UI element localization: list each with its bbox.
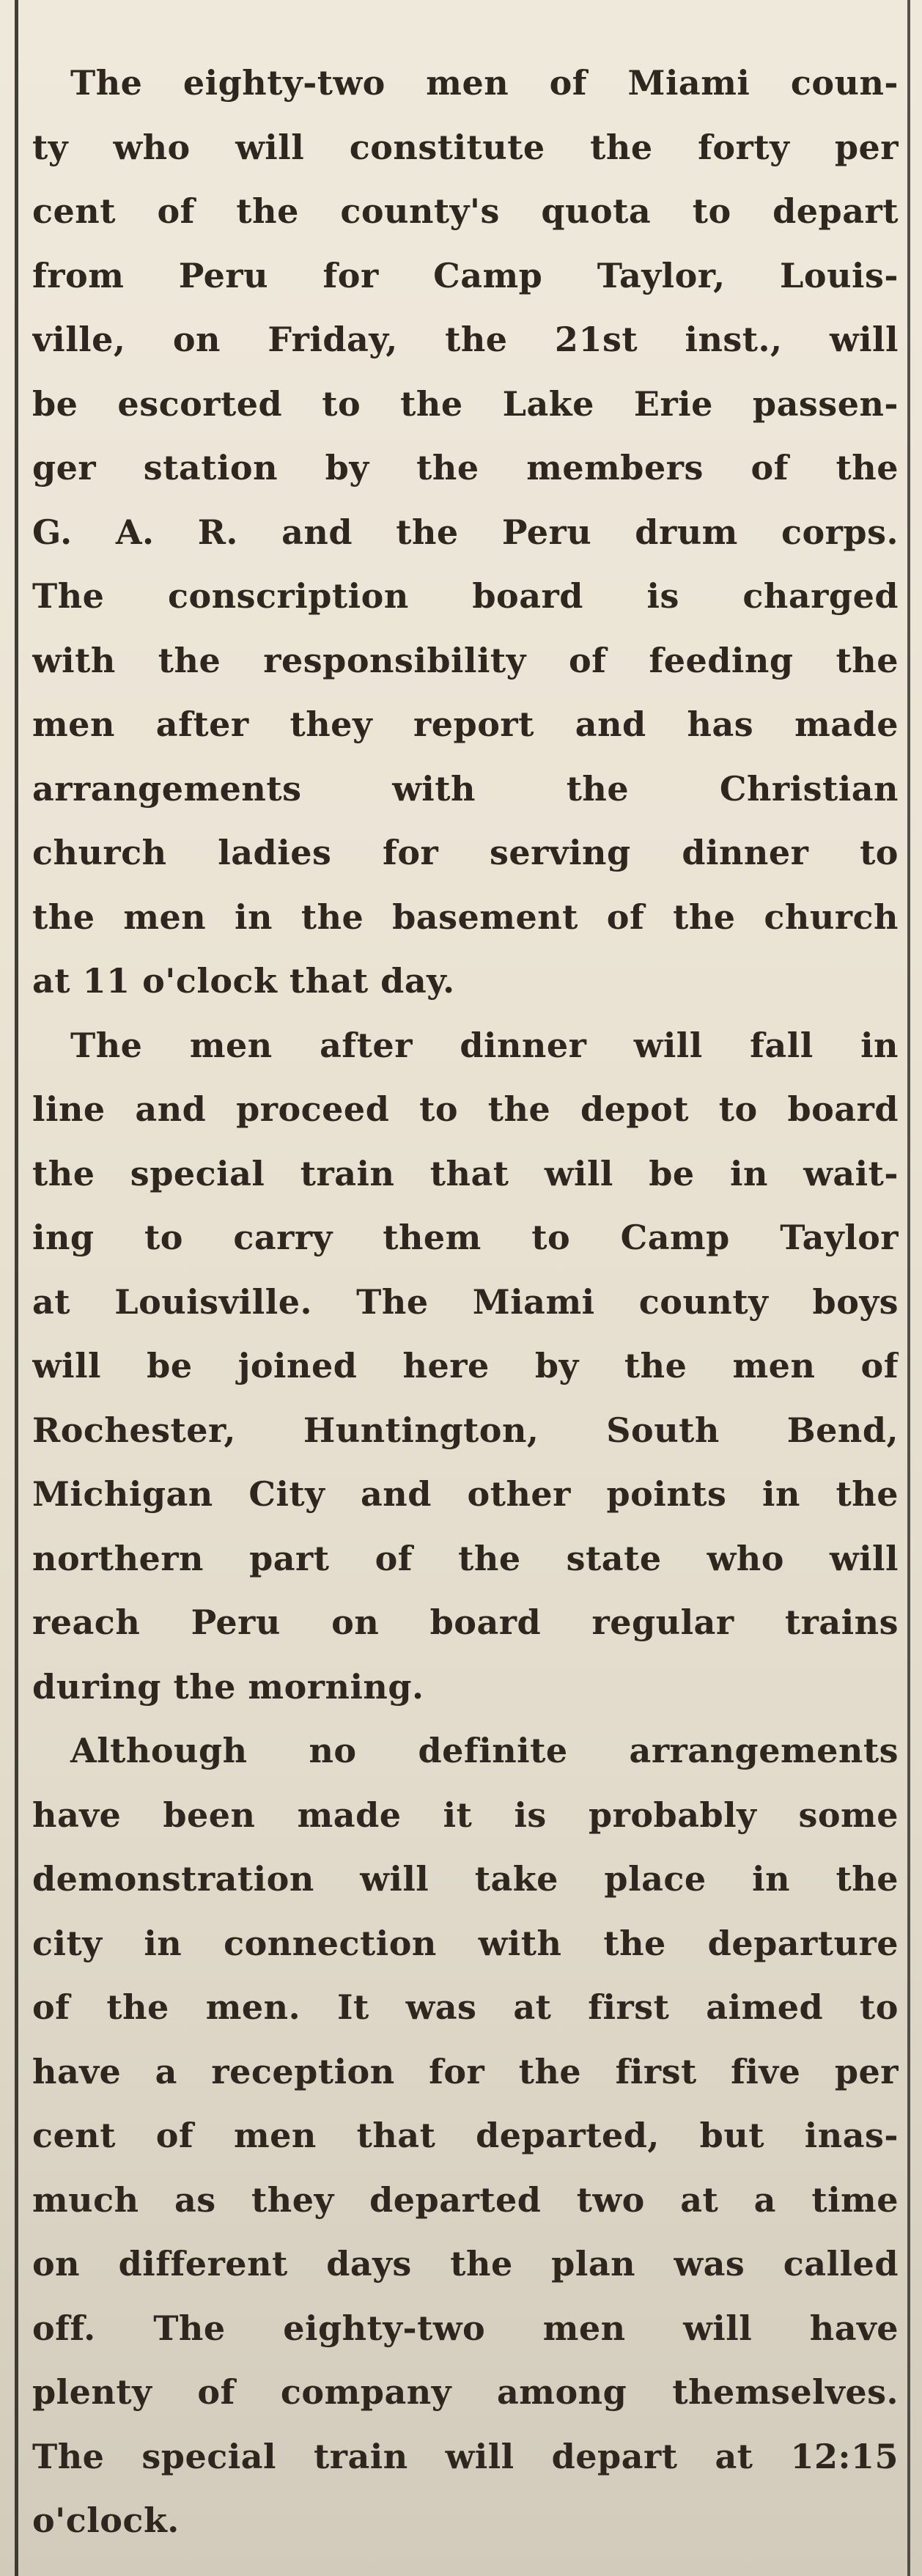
text-line: ty who will constitute the forty per xyxy=(32,127,899,167)
text-line: of the men. It was at first aimed to xyxy=(32,1987,899,2027)
text-line: Although no definite arrangements xyxy=(70,1731,899,1770)
paragraph-2 xyxy=(32,1014,899,1720)
text-line: arrangements with the Christian xyxy=(32,768,899,809)
text-line: northern part of the state who will xyxy=(32,1538,899,1578)
text-line: church ladies for serving dinner to xyxy=(32,833,899,872)
text-line: The men after dinner will fall in xyxy=(70,1025,899,1065)
paragraph-3 xyxy=(32,1719,899,2553)
text-line: have a reception for the first five per xyxy=(32,2051,899,2091)
left-column-rule xyxy=(15,0,18,2576)
text-line: with the responsibility of feeding the xyxy=(32,640,899,680)
text-line: at 11 o'clock that day. xyxy=(32,961,455,1001)
article-body xyxy=(32,51,899,2553)
text-line: The eighty-two men of Miami coun- xyxy=(70,63,899,103)
text-line: the special train that will be in wait- xyxy=(32,1153,899,1193)
text-line: The conscription board is charged xyxy=(32,576,899,616)
text-line: on different days the plan was called xyxy=(32,2244,899,2284)
right-column-rule xyxy=(907,0,910,2576)
text-line: Michigan City and other points in the xyxy=(32,1474,899,1514)
text-line: ville, on Friday, the 21st inst., will xyxy=(32,320,899,359)
text-line: be escorted to the Lake Erie passen- xyxy=(32,383,899,424)
text-line: G. A. R. and the Peru drum corps. xyxy=(32,512,899,552)
text-line: ger station by the members of the xyxy=(32,448,899,487)
text-line: during the morning. xyxy=(32,1666,424,1707)
text-line: reach Peru on board regular trains xyxy=(32,1602,899,1642)
text-line: line and proceed to the depot to board xyxy=(32,1089,899,1129)
text-line: plenty of company among themselves. xyxy=(32,2372,899,2412)
text-line: cent of men that departed, but inas- xyxy=(32,2116,899,2155)
text-line: at Louisville. The Miami county boys xyxy=(32,1281,899,1322)
text-line: demonstration will take place in the xyxy=(32,1859,899,1899)
text-line: men after they report and has made xyxy=(32,704,899,744)
text-line: city in connection with the departure xyxy=(32,1923,899,1963)
text-line: much as they departed two at a time xyxy=(32,2179,899,2220)
text-line: have been made it is probably some xyxy=(32,1795,899,1835)
text-line: the men in the basement of the church xyxy=(32,897,899,937)
text-line: cent of the county's quota to depart xyxy=(32,191,899,231)
text-line: from Peru for Camp Taylor, Louis- xyxy=(32,255,899,295)
text-line: The special train will depart at 12:15 xyxy=(32,2436,899,2476)
text-line: o'clock. xyxy=(32,2500,180,2540)
text-line: off. The eighty-two men will have xyxy=(32,2308,899,2348)
paragraph-1 xyxy=(32,51,899,1014)
text-line: Rochester, Huntington, South Bend, xyxy=(32,1410,899,1450)
text-line: will be joined here by the men of xyxy=(32,1346,899,1385)
text-line: ing to carry them to Camp Taylor xyxy=(32,1218,899,1257)
